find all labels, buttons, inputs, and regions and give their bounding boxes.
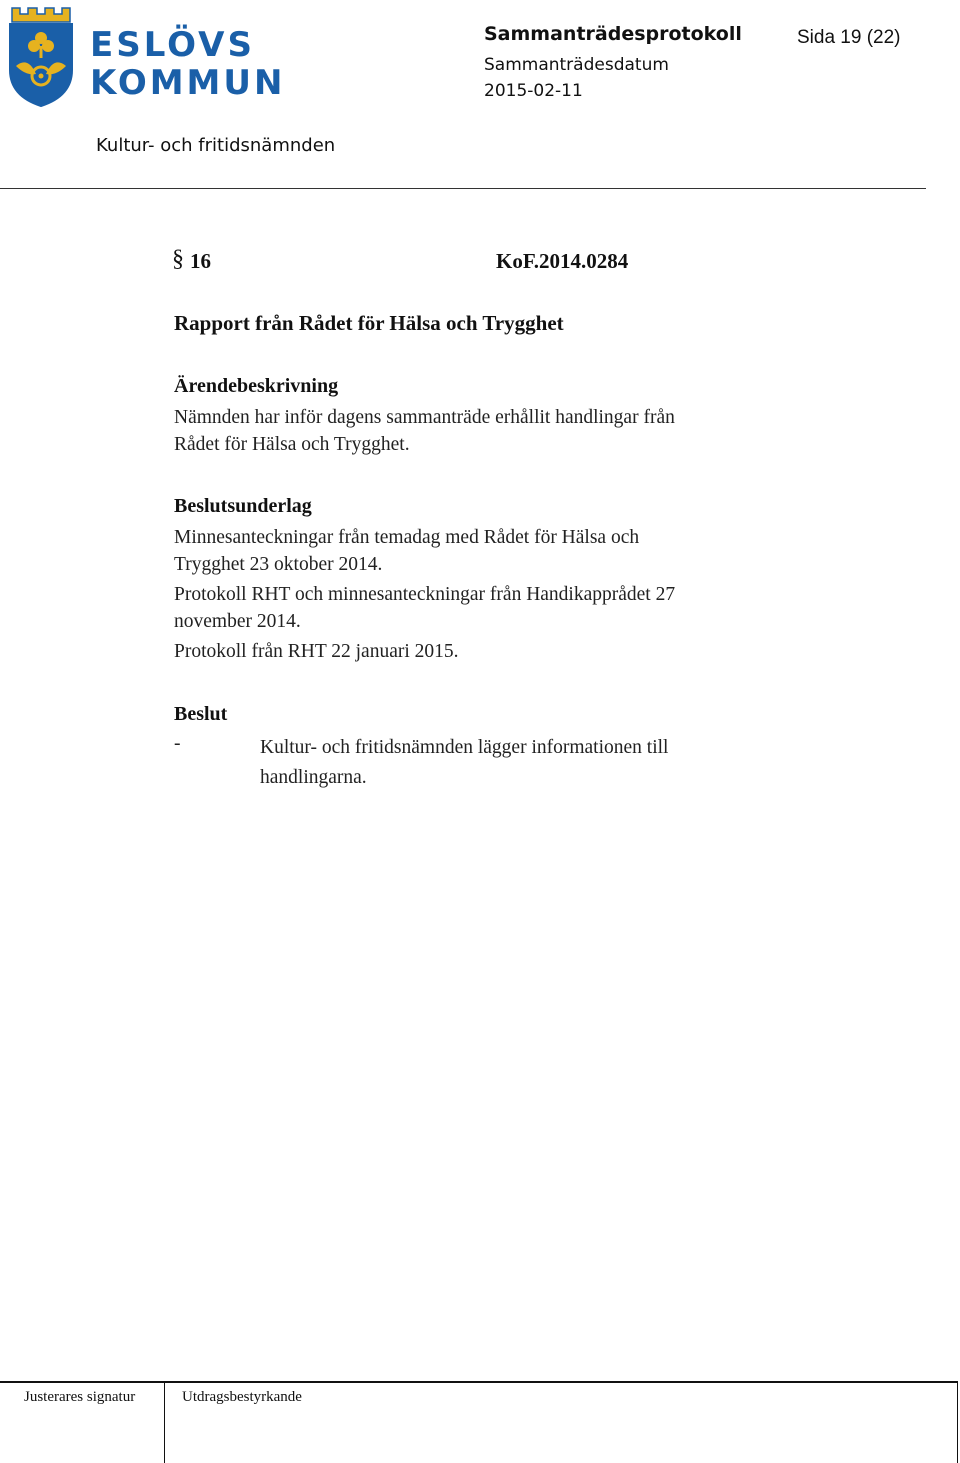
item-heading-row bbox=[172, 246, 652, 276]
document-title: Sammanträdesprotokoll bbox=[484, 23, 742, 45]
meeting-date-value: 2015-02-11 bbox=[484, 81, 583, 101]
description-body bbox=[174, 405, 675, 458]
footer-right-border bbox=[957, 1381, 958, 1463]
extract-certification-label: Utdragsbestyrkande bbox=[182, 1389, 302, 1405]
committee-name: Kultur- och fritidsnämnden bbox=[96, 135, 336, 156]
decision-line: Kultur- och fritidsnämnden lägger informationen till bbox=[260, 737, 669, 758]
municipality-logo bbox=[6, 4, 286, 108]
decision-body bbox=[260, 733, 820, 793]
meeting-date-label: Sammanträdesdatum bbox=[484, 55, 669, 75]
logo-wordmark bbox=[90, 26, 285, 102]
footer-top-rule bbox=[0, 1381, 958, 1383]
footer-column-divider bbox=[164, 1381, 165, 1463]
signature-footer bbox=[0, 1381, 960, 1463]
basis-line: Trygghet 23 oktober 2014. bbox=[174, 553, 383, 575]
description-line: Nämnden har inför dagens sammanträde erhållit handlingar från bbox=[174, 407, 675, 428]
paragraph-number: 16 bbox=[190, 249, 211, 273]
decision-heading: Beslut bbox=[174, 703, 228, 725]
coat-of-arms-icon bbox=[6, 4, 76, 108]
signature-label: Justerares signatur bbox=[24, 1389, 136, 1405]
description-heading: Ärendebeskrivning bbox=[174, 375, 339, 397]
basis-heading: Beslutsunderlag bbox=[174, 495, 312, 517]
decision-bullet: - bbox=[174, 733, 181, 754]
decision-line: handlingarna. bbox=[260, 767, 367, 788]
item-title: Rapport från Rådet för Hälsa och Trygghet bbox=[174, 311, 564, 335]
case-number: KoF.2014.0284 bbox=[496, 249, 629, 273]
basis-line: november 2014. bbox=[174, 610, 301, 632]
paragraph-sign: § bbox=[172, 246, 184, 272]
basis-line: Protokoll RHT och minnesanteckningar från Handikapprådet 27 bbox=[174, 584, 676, 605]
basis-line: Protokoll från RHT 22 januari 2015. bbox=[174, 641, 459, 662]
description-line: Rådet för Hälsa och Trygghet. bbox=[174, 433, 410, 455]
logo-line-2: KOMMUN bbox=[90, 63, 286, 103]
page-number: Sida 19 (22) bbox=[797, 27, 901, 48]
basis-line: Minnesanteckningar från temadag med Rådet för Hälsa och bbox=[174, 527, 640, 548]
basis-body bbox=[174, 525, 675, 666]
header-divider bbox=[0, 188, 926, 189]
logo-line-1: ESLÖVS bbox=[90, 25, 255, 65]
